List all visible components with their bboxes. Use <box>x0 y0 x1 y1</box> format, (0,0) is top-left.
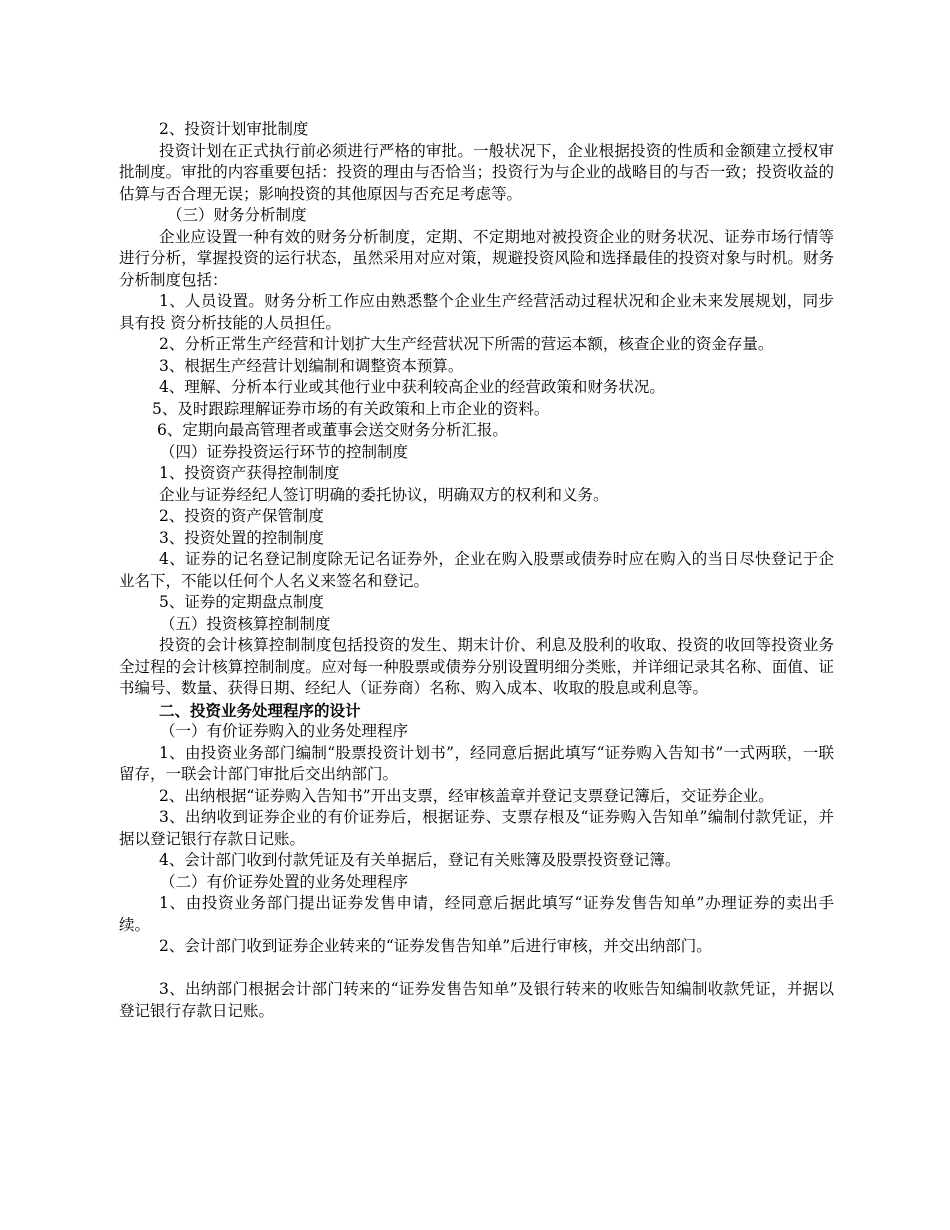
list-item: 3、根据生产经营计划编制和调整资本预算。 <box>159 356 464 375</box>
list-item: 1、人员设置。财务分析工作应由熟悉整个企业生产经营活动过程状况和企业未来发展规划，同步具有投 资分析技能的人员担任。 <box>119 292 834 332</box>
list-item: 2、出纳根据“证券购入告知书”开出支票，经审核盖章并登记支票登记簿后，交证券企业。 <box>159 786 774 805</box>
list-item: 3、出纳部门根据会计部门转来的“证券发售告知单”及银行转来的收账告知编制收款凭证，并据以登记银行存款日记账。 <box>119 980 834 1020</box>
list-item: 1、由投资业务部门提出证券发售申请，经同意后据此填写“证券发售告知单”办理证券的卖出手续。 <box>119 894 834 934</box>
body-paragraph: 企业与证券经纪人签订明确的委托协议，明确双方的权利和义务。 <box>159 485 609 504</box>
blank-line <box>119 958 834 980</box>
document-page <box>119 119 834 1022</box>
list-item: 4、会计部门收到付款凭证及有关单据后，登记有关账簿及股票投资登记簿。 <box>159 851 681 869</box>
subsection-heading: 3、投资处置的控制制度 <box>159 528 324 547</box>
section-heading: （一）有价证券购入的业务处理程序 <box>160 722 409 740</box>
list-item: 2、会计部门收到证券企业转来的“证券发售告知单”后进行审核，并交出纳部门。 <box>159 937 712 955</box>
subsection-heading: 5、证券的定期盘点制度 <box>159 593 324 611</box>
list-item: 5、及时跟踪理解证券市场的有关政策和上市企业的资料。 <box>152 399 550 418</box>
list-item: 3、出纳收到证券企业的有价证券后，根据证券、支票存根及“证券购入告知单”编制付款凭证，并据以登记银行存款日记账。 <box>119 808 834 848</box>
subsection-heading: 2、投资的资产保管制度 <box>159 507 324 525</box>
section-heading: （三）财务分析制度 <box>167 206 307 224</box>
list-item: 4、理解、分析本行业或其他行业中获利较高企业的经营政策和财务状况。 <box>159 378 665 396</box>
subsection-heading: 2、投资计划审批制度 <box>159 120 309 138</box>
subsection-heading: 1、投资资产获得控制制度 <box>159 464 340 482</box>
section-heading: （四）证券投资运行环节的控制制度 <box>160 442 409 461</box>
section-heading: （五）投资核算控制制度 <box>160 614 331 633</box>
body-paragraph: 投资的会计核算控制制度包括投资的发生、期末计价、利息及股利的收取、投资的收回等投资业务全过程的会计核算控制制度。应对每一种股票或债券分别设置明细分类账，并详细记录其名称、面值、证书编号、数量、获得日期、经纪人（证券商）名称、购入成本、收取的股息或利息等。 <box>119 636 834 697</box>
body-paragraph: 4、证券的记名登记制度除无记名证券外，企业在购入股票或债券时应在购入的当日尽快登记于企业名下，不能以任何个人名义来签名和登记。 <box>119 550 834 590</box>
list-item: 6、定期向最高管理者或董事会送交财务分析汇报。 <box>157 421 508 439</box>
section-heading: （二）有价证券处置的业务处理程序 <box>160 872 409 891</box>
body-paragraph: 投资计划在正式执行前必须进行严格的审批。一般状况下，企业根据投资的性质和金额建立授权审批制度。审批的内容重要包括：投资的理由与否恰当；投资行为与企业的战略目的与否一致；投资收益的估算与否合理无误；影响投资的其他原因与否充足考虑等。 <box>119 141 834 203</box>
body-paragraph: 企业应设置一种有效的财务分析制度，定期、不定期地对被投资企业的财务状况、证券市场行情等进行分析，掌握投资的运行状态，虽然采用对应对策，规避投资风险和选择最佳的投资对象与时机。财务分析制度包括： <box>119 227 834 289</box>
list-item: 2、分析正常生产经营和计划扩大生产经营状况下所需的营运本额，核查企业的资金存量。 <box>159 335 774 353</box>
chapter-heading: 二、投资业务处理程序的设计 <box>159 700 361 720</box>
list-item: 1、由投资业务部门编制“股票投资计划书”，经同意后据此填写“证券购入告知书”一式两联，一联留存，一联会计部门审批后交出纳部门。 <box>119 743 834 783</box>
